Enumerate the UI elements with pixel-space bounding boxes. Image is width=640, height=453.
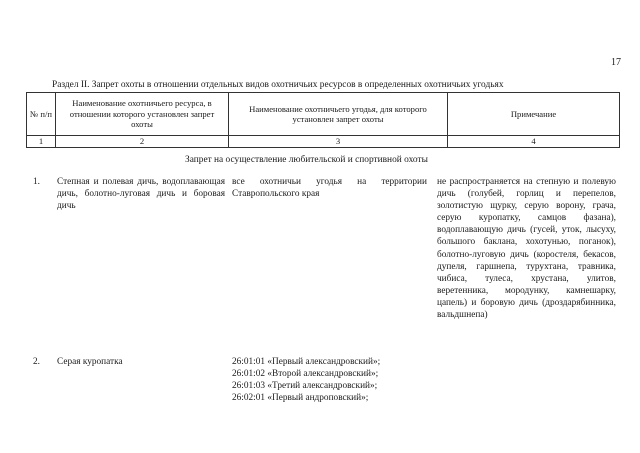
column-number: 4 <box>448 136 620 148</box>
area-list-item: 26:01:02 «Второй александровский»; <box>232 369 379 380</box>
row-1-note: не распространяется на степную и полевую дичь (голубей, горлиц и перепелов, золотистую щурку, серую ворону, грача, серую куропатку, самцов фазана), водоплавающую дичь (гусей, уток, лысуху, большого баклана, хохотунью, поганок), болотно-луговую дичь (коростеля, бекасов, дупеля, гаршнепа, турухтана, травника, чибиса, тулеса, хрустана, улитов, веретенника, мородунку, камнешарку, цапель) и боровую дичь (дроздарябинника, вальдшнепа) <box>437 177 616 321</box>
column-numbers-row <box>27 136 620 148</box>
row-1-area: все охотничьи угодья на территории Ставропольского края <box>232 177 427 200</box>
column-number: 1 <box>27 136 56 148</box>
area-list-item: 26:01:01 «Первый александровский»; <box>232 357 381 367</box>
header-col-area: Наименование охотничьего угодья, для которого установлен запрет охоты <box>229 93 448 136</box>
column-number: 2 <box>56 136 229 148</box>
header-col-number: № п/п <box>27 93 56 136</box>
header-row <box>27 93 620 136</box>
subheading: Запрет на осуществление любительской и спортивной охоты <box>185 155 428 165</box>
header-col-note: Примечание <box>448 93 620 136</box>
column-number: 3 <box>229 136 448 148</box>
row-1-resource: Степная и полевая дичь, водоплавающая дичь, болотно-луговая дичь и боровая дичь <box>57 177 225 212</box>
row-2-area-list <box>232 356 432 404</box>
row-2-resource: Серая куропатка <box>57 357 123 367</box>
header-table <box>26 92 620 148</box>
header-col-resource: Наименование охотничьего ресурса, в отношении которого установлен запрет охоты <box>56 93 229 136</box>
area-list-item: 26:01:03 «Третий александровский»; <box>232 381 378 392</box>
page-number: 17 <box>611 57 621 68</box>
area-list-item: 26:02:01 «Первый андроповский»; <box>232 393 369 404</box>
row-2-number: 2. <box>33 357 40 367</box>
section-title: Раздел II. Запрет охоты в отношении отдельных видов охотничьих ресурсов в определенных охотничьих угодьях <box>52 80 504 90</box>
row-1-number: 1. <box>33 177 40 187</box>
